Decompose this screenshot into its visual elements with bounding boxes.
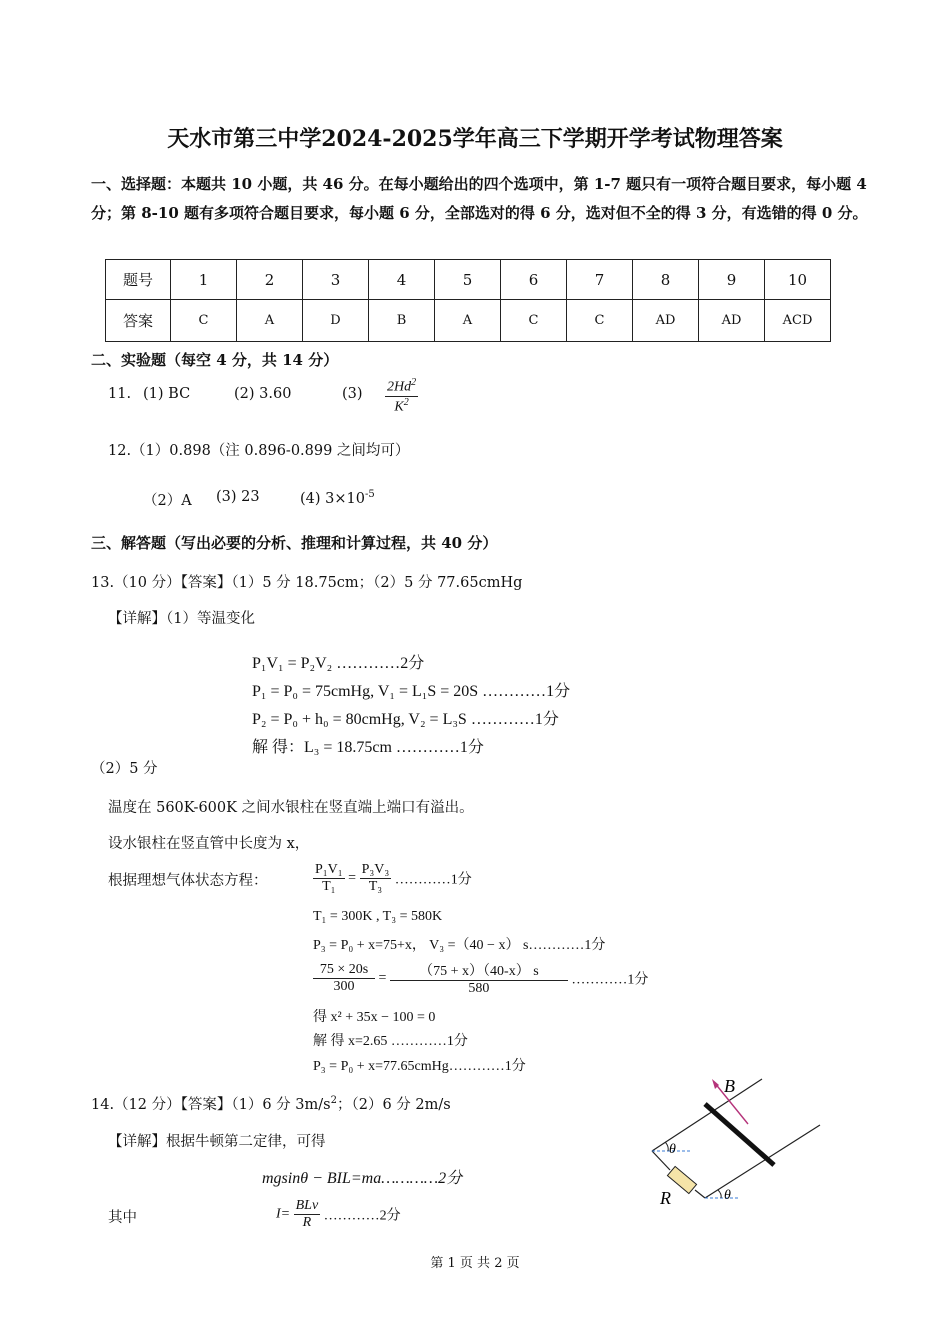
q11-number: 11. — [108, 386, 132, 402]
q13-eq3: P₂ = P₀ + h₀ = 80cmHg, V₂ = L₃S …………1分 — [252, 711, 559, 728]
q14-eq1: mgsinθ − BIL=ma…………2分 — [262, 1170, 463, 1187]
q11-part2: (2) 3.60 — [234, 386, 292, 402]
q13-e2: T₁ = 300K , T₃ = 580K — [313, 909, 443, 924]
q13-answer-line: 13.（10 分）【答案】（1）5 分 18.75cm；（2）5 分 77.65cmHg — [91, 575, 523, 591]
q13-eq1: P₁V₁ = P₂V₂ …………2分 — [252, 655, 425, 672]
angle-arc — [718, 1190, 721, 1198]
q13-f1-den: T₁ — [322, 879, 336, 894]
q13-g1-num: 75 × 20s — [313, 962, 375, 979]
q14-eq2-tail: …………2分 — [323, 1208, 401, 1224]
label-R: R — [660, 1188, 671, 1208]
table-cell: 5 — [435, 260, 501, 300]
q14-line1-sup: 2 — [330, 1095, 337, 1107]
section3-heading: 三、解答题（写出必要的分析、推理和计算过程，共 40 分） — [91, 534, 498, 552]
table-cell: C — [171, 300, 237, 342]
q13-detail: 【详解】（1）等温变化 — [108, 611, 255, 627]
q13-f1-num: P₁V₁ — [315, 862, 343, 877]
q13-e5: 得 x² + 35x − 100 = 0 — [313, 1010, 436, 1025]
resistor — [667, 1166, 696, 1193]
q13-state-equation: $\frac{\text{P₁V₁}}{\text{T₁}}$ = $\frac{\text{P₃V₃}}{\text{T₃}}$ …………1分 — [315, 862, 472, 894]
lower-rail — [705, 1125, 820, 1198]
table-cell: 1 — [171, 260, 237, 300]
table-cell: ACD — [765, 300, 831, 342]
connector-wire — [695, 1190, 705, 1198]
table-cell: 6 — [501, 260, 567, 300]
q14-line1: 14.（12 分）【答案】（1）6 分 3m/s — [91, 1097, 331, 1113]
q14-eq2-den: R — [302, 1215, 312, 1230]
q14-line1-tail: ；（2）6 分 2m/s — [336, 1097, 451, 1113]
table-cell: A — [237, 300, 303, 342]
q14-eq2-num: BLv — [295, 1198, 319, 1213]
q13-e6: 解 得 x=2.65 …………1分 — [313, 1034, 468, 1049]
q11-frac-num-sup: 2 — [411, 377, 417, 388]
label-theta: θ — [669, 1142, 676, 1157]
q13-g1-den: 300 — [333, 979, 355, 994]
table-cell: 7 — [567, 260, 633, 300]
q14-label: 其中 — [108, 1210, 137, 1226]
q13-f2-num: P₃V₃ — [361, 862, 390, 877]
q12-part4 — [300, 489, 375, 507]
table-cell: 2 — [237, 260, 303, 300]
q14-eq2-left: I= — [276, 1206, 291, 1222]
table-row — [106, 300, 831, 342]
angle-arc — [665, 1142, 668, 1151]
q13-text3: 根据理想气体状态方程： — [108, 873, 268, 889]
q13-text2: 设水银柱在竖直管中长度为 x， — [108, 836, 310, 852]
q13-g2-den: 580 — [468, 981, 490, 996]
table-header-label: 题号 — [106, 260, 171, 300]
table-cell: B — [369, 300, 435, 342]
q13-eq4: 解 得：L₃ = 18.75cm …………1分 — [252, 739, 484, 756]
table-cell: AD — [699, 300, 765, 342]
q12-part3: (3) 23 — [216, 489, 260, 505]
q13-text1: 温度在 560K-600K 之间水银柱在竖直端上端口有溢出。 — [108, 800, 474, 816]
table-cell: 9 — [699, 260, 765, 300]
connector-wire — [652, 1151, 670, 1170]
q12-part2: （2）A — [143, 493, 192, 509]
q14-answer-line — [91, 1093, 451, 1114]
q12-line1: 12.（1）0.898（注 0.896-0.899 之间均可） — [108, 443, 410, 459]
table-cell: 4 — [369, 260, 435, 300]
q13-part2: （2）5 分 — [91, 761, 158, 777]
q11-part1: (1) BC — [143, 386, 191, 402]
answer-table — [105, 259, 831, 342]
q11-part3: (3) — [342, 386, 363, 402]
q13-g-tail: …………1分 — [571, 972, 649, 988]
q14-eq2 — [276, 1198, 401, 1231]
q13-ratio-equation: $\frac{75 \times 20s}{300}$ = $\frac{(75 + x)(40-x) s}{580}$ …………1分 — [313, 960, 648, 997]
q13-f-tail: …………1分 — [394, 872, 472, 888]
table-cell: C — [501, 300, 567, 342]
section2-heading: 二、实验题（每空 4 分，共 14 分） — [91, 351, 339, 369]
q13-e7: P₃ = P₀ + x=77.65cmHg…………1分 — [313, 1059, 526, 1074]
q13-eq2: P₁ = P₀ = 75cmHg, V₁ = L₁S = 20S …………1分 — [252, 683, 571, 700]
page-footer: 第 1 页 共 2 页 — [430, 1256, 520, 1271]
table-cell: 8 — [633, 260, 699, 300]
rail-figure — [640, 1070, 840, 1220]
q13-e3: P₃ = P₀ + x=75+x， V₃ =（40 − x） s…………1分 — [313, 938, 606, 953]
q12-part4-sup: -5 — [364, 489, 375, 500]
table-cell: 3 — [303, 260, 369, 300]
q12-part4-base: (4) 3×10 — [300, 490, 365, 507]
section1-heading: 一、选择题：本题共 10 小题，共 46 分。在每小题给出的四个选项中，第 1-7 题只有一项符合题目要求，每小题 4 分；第 8-10 题有多项符合题目要求，每小题 6 分，全部选对的得 6 分，选对但不全的得 3 分，有选错的得 0 分。 — [91, 175, 868, 222]
table-cell: 10 — [765, 260, 831, 300]
table-cell: D — [303, 300, 369, 342]
q13-g2-num: （75 + x）（40-x） s — [390, 960, 568, 981]
table-cell: C — [567, 300, 633, 342]
q11-frac-den-sup: 2 — [403, 396, 409, 408]
label-B: B — [724, 1076, 735, 1096]
q11-frac-num: 2Hd — [387, 379, 412, 395]
label-theta: θ — [724, 1188, 731, 1203]
q11-frac-den: K — [394, 399, 404, 415]
page-title: 天水市第三中学2024-2025学年高三下学期开学考试物理答案 — [167, 126, 783, 152]
q13-f2-den: T₃ — [368, 879, 383, 894]
table-answer-label: 答案 — [106, 300, 171, 342]
q11-fraction — [385, 377, 418, 415]
table-row — [106, 260, 831, 300]
table-cell: A — [435, 300, 501, 342]
q14-detail: 【详解】根据牛顿第二定律，可得 — [108, 1134, 326, 1150]
table-cell: AD — [633, 300, 699, 342]
